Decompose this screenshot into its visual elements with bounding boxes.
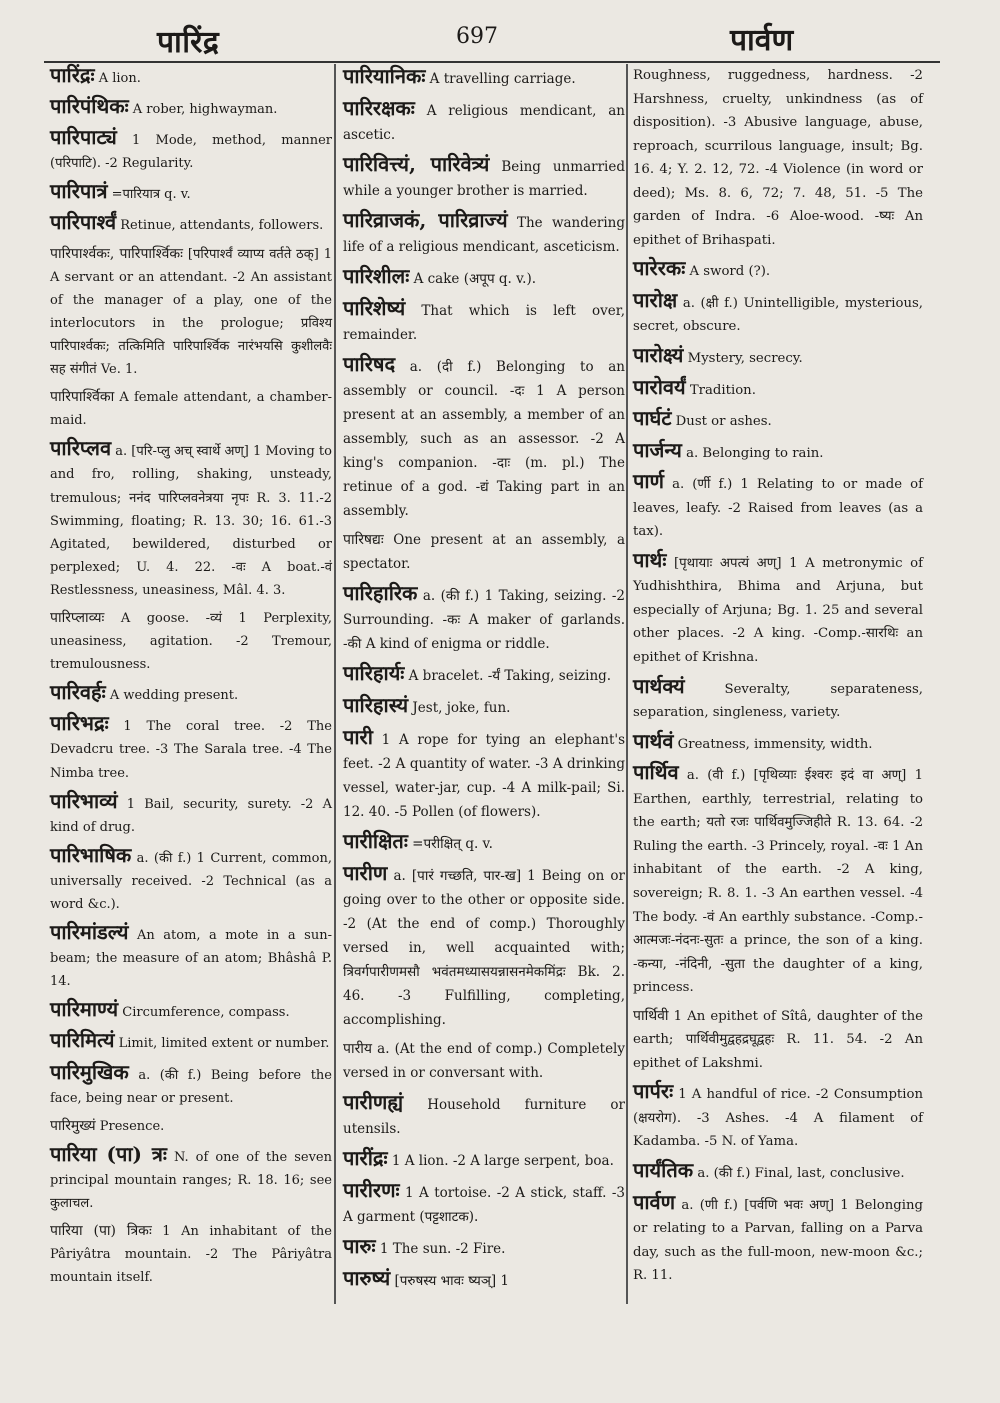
definition: N. of one of the seven principal mountain ranges; R. 18. 16; see कुलाचल. xyxy=(50,1149,332,1212)
headword: पार्थक्यं xyxy=(633,673,685,698)
definition: A wedding present. xyxy=(109,688,239,704)
headword: पारिपार्श्वकः, पारिपार्श्विकः xyxy=(50,245,183,262)
dictionary-entry xyxy=(50,921,332,993)
definition: a. (की f.) 1 Taking, seizing. -2 Surrounding. -कः A maker of garlands. -की A kind of enigma or riddle. xyxy=(343,588,625,652)
dictionary-entry xyxy=(633,376,923,403)
definition: 1 The coral tree. -2 The Devadcru tree. -3 The Sarala tree. -4 The Nimba tree. xyxy=(50,719,332,781)
definition: Severalty, separateness, separation, singleness, variety. xyxy=(633,681,923,721)
headword: पारोक्ष्यं xyxy=(633,343,684,368)
guide-word-right: पार्वण xyxy=(730,23,794,58)
header-rule xyxy=(44,61,940,63)
definition: 1 A handful of rice. -2 Consumption (क्षयरोग). -3 Ashes. -4 A filament of Kadamba. -5 N. of Yama. xyxy=(633,1087,924,1150)
definition: Tradition. xyxy=(689,382,756,398)
definition: a. (वी f.) [पृथिव्याः ईश्वरः इदं वा अण्] 1 Earthen, earthly, terrestrial, relating to the earth; यतो रजः पार्थिवमुज्जिहीते R. 13. 64. -2 Ruling the earth. -3 Princely, royal. -वः 1 An inhabitant of the earth. -2 A king, sovereign; R. 8. 1. -3 An earthen vessel. -4 The body. -वं An earthly substance. -Comp.-आत्मजः-नंदनः-सुतः a prince, the son of a king. -कन्या, -नंदिनी, -सुता the daughter of a king, princess. xyxy=(633,768,924,996)
dictionary-entry xyxy=(50,95,332,121)
definition: [परिपार्श्वं व्याप्य वर्तते ठक्] 1 A servant or an attendant. -2 An assistant of the manager of a play, one of the interlocutors in the prologue; प्रविश्य पारिपार्श्वकः; तत्किमिति पारिपार्श्विक नारंभयसि कुशीलवैः सह संगीतं Ve. 1. xyxy=(50,246,332,378)
dictionary-entry xyxy=(633,407,923,434)
dictionary-entry xyxy=(50,1143,332,1215)
headword: पारिभद्रः xyxy=(50,711,109,736)
dictionary-entry xyxy=(633,439,923,466)
dictionary-entry xyxy=(343,1178,625,1229)
headword: पारिमित्यं xyxy=(50,1028,115,1053)
dictionary-entry xyxy=(633,761,923,999)
headword: पारिभाव्यं xyxy=(50,788,118,813)
headword: पारिपार्श्वं xyxy=(50,210,117,235)
definition: 1 An epithet of Sîtâ, daughter of the earth; पार्थिवीमुद्वहद्रघूद्वहः R. 11. 54. -2 An epithet of Lakshmi. xyxy=(633,1008,923,1071)
dictionary-entry xyxy=(633,1005,923,1076)
definition: a. [परि-प्लु अच् स्वार्थे अण्] 1 Moving to and fro, rolling, shaking, unsteady, tremulous; ननंद पारिप्लवनेत्रया नृपः R. 3. 11.-2 Swimming, floating; R. 13. 30; 16. 61.-3 Agitated, bewildered, disturbed or perplexed; U. 4. 22. -वः A boat.-वं Restlessness, uneasiness, Mâl. 4. 3. xyxy=(50,444,332,598)
dictionary-entry xyxy=(343,829,625,856)
definition: a. (की f.) 1 Current, common, universally received. -2 Technical (as a word &c.). xyxy=(50,850,332,912)
guide-word-left: पारिंद्र xyxy=(157,25,220,60)
dictionary-entry xyxy=(50,790,332,839)
dictionary-entry xyxy=(633,1191,923,1288)
dictionary-entry xyxy=(343,528,625,576)
dictionary-entry xyxy=(50,386,332,432)
dictionary-entry xyxy=(343,725,625,824)
dictionary-entry xyxy=(50,607,332,676)
dictionary-entry xyxy=(633,730,923,757)
definition: 1 The sun. -2 Fire. xyxy=(379,1241,506,1257)
headword: पारिपार्श्विका xyxy=(50,389,115,406)
definition: a. (की f.) Final, last, conclusive. xyxy=(697,1165,905,1181)
dictionary-entry xyxy=(50,1029,332,1055)
headword: पारिया (पा) त्रः xyxy=(50,1141,167,1166)
headword: पार्वण xyxy=(633,1189,676,1214)
column-1 xyxy=(50,64,332,1294)
headword: पार्थिव xyxy=(633,760,679,785)
definition: a. (क्षी f.) Unintelligible, mysterious, secret, obscure. xyxy=(633,295,923,335)
headword: पारुष्यं xyxy=(343,1266,391,1290)
headword: पारिप्लव xyxy=(50,436,112,461)
dictionary-entry xyxy=(343,1234,625,1261)
headword: पार्घटं xyxy=(633,406,672,431)
dictionary-entry xyxy=(343,96,625,147)
headword: पारिशीलः xyxy=(343,264,410,288)
dictionary-entry xyxy=(343,64,625,91)
headword: पारिमुख्यं xyxy=(50,1117,96,1134)
definition: a. (At the end of comp.) Completely versed in or conversant with. xyxy=(343,1041,626,1081)
dictionary-entry xyxy=(50,64,332,90)
dictionary-entry xyxy=(343,1146,625,1173)
definition: a. (की f.) Being before the face, being near or present. xyxy=(50,1067,332,1106)
definition: Dust or ashes. xyxy=(675,414,772,430)
dictionary-entry xyxy=(633,64,923,252)
headword: पारीय xyxy=(343,1041,373,1057)
dictionary-entry xyxy=(50,998,332,1024)
headword: पारिषद xyxy=(343,352,396,376)
dictionary-entry xyxy=(343,1037,625,1085)
dictionary-entry xyxy=(343,296,625,347)
headword: पारिभाषिक xyxy=(50,842,132,867)
headword: पार्जन्य xyxy=(633,437,682,462)
column-divider xyxy=(626,64,628,1304)
definition: Limit, limited extent or number. xyxy=(118,1036,330,1052)
dictionary-entry xyxy=(50,1115,332,1138)
headword: पारिया (पा) त्रिकः xyxy=(50,1223,152,1240)
definition: 1 A lion. -2 A large serpent, boa. xyxy=(391,1153,614,1169)
headword: पारिरक्षकः xyxy=(343,96,415,120)
dictionary-entry xyxy=(343,1266,625,1293)
definition: 1 A tortoise. -2 A stick, staff. -3 A garment (पट्टशाटक). xyxy=(343,1185,625,1225)
headword: पारीणह्यं xyxy=(343,1090,404,1114)
headword: पारिपंथिकः xyxy=(50,94,129,119)
dictionary-entry xyxy=(343,693,625,720)
headword: पारेरकः xyxy=(633,256,686,281)
headword: पारीण xyxy=(343,861,388,885)
headword: पार्थः xyxy=(633,547,667,572)
definition: That which is left over, remainder. xyxy=(343,303,626,343)
definition: An atom, a mote in a sun-beam; the measure of an atom; Bhâshâ P. 14. xyxy=(50,928,332,990)
headword: पार्यंतिक xyxy=(633,1157,694,1182)
dictionary-entry xyxy=(633,470,923,544)
definition: =परीक्षित् q. v. xyxy=(412,836,493,852)
dictionary-entry xyxy=(633,257,923,284)
headword: पारिहार्यः xyxy=(343,661,405,685)
definition: A goose. -व्यं 1 Perplexity, uneasiness, agitation. -2 Tremour, tremulousness. xyxy=(50,610,332,673)
definition: Presence. xyxy=(99,1118,165,1134)
definition: a. Belonging to rain. xyxy=(686,445,824,461)
dictionary-entry xyxy=(633,549,923,670)
headword: पारिंद्रः xyxy=(50,63,95,87)
dictionary-entry xyxy=(343,208,625,259)
definition: [परुषस्य भावः ष्यञ्] 1 xyxy=(394,1273,509,1289)
dictionary-entry xyxy=(343,264,625,291)
definition: Mystery, secrecy. xyxy=(687,351,803,367)
headword: पारिमुखिक xyxy=(50,1059,129,1084)
headword: पारिशेष्यं xyxy=(343,296,406,320)
definition: One present at an assembly, a spectator. xyxy=(343,532,626,572)
headword: पारोवर्यं xyxy=(633,374,686,399)
headword: पारुः xyxy=(343,1234,376,1258)
definition: A travelling carriage. xyxy=(429,71,576,87)
definition: a. [पारं गच्छति, पार-ख] 1 Being on or going over to the other or opposite side. -2 (At the end of comp.) Thoroughly versed in, well acquainted with; त्रिवर्गपारीणमसौ भवंतमध्यासयन्नासनमेकमिंद्रः Bk. 2. 46. -3 Fulfilling, completing, accomplishing. xyxy=(343,868,625,1028)
dictionary-entry xyxy=(633,1080,923,1154)
dictionary-entry xyxy=(50,180,332,206)
dictionary-entry xyxy=(50,681,332,707)
headword: पारिव्राजकं, पारिव्राज्यं xyxy=(343,208,508,232)
definition: Roughness, ruggedness, hardness. -2 Harshness, cruelty, unkindness (as of disposition). -3 Abusive language, abuse, reproach, scurrilous language, insult; Bg. 16. 4; Y. 2. 12, 72. -4 Violence (in word or deed); Ms. 8. 6, 72; 7. 48, 51. -5 The garden of Indra. -6 Aloe-wood. -ष्यः An epithet of Brihaspati. xyxy=(633,68,923,248)
dictionary-entry xyxy=(50,1220,332,1289)
definition: Household furniture or utensils. xyxy=(343,1097,625,1137)
headword: पारियानिकः xyxy=(343,64,426,88)
headword: पारिहास्यं xyxy=(343,693,409,717)
definition: a. (र्णी f.) 1 Relating to or made of leaves, leafy. -2 Raised from leaves (as a tax). xyxy=(633,477,923,540)
definition: a. (दी f.) Belonging to an assembly or council. -दः 1 A person present at an assembly, a member of an assembly, such as an assessor. -2 A king's companion. -दाः (m. pl.) The retinue of a god. -द्यं Taking part in an assembly. xyxy=(343,359,625,519)
definition: A female attendant, a chamber-maid. xyxy=(50,390,332,429)
definition: Greatness, immensity, width. xyxy=(677,736,873,752)
dictionary-entry xyxy=(50,437,332,602)
headword: पारिपाट्यं xyxy=(50,125,117,150)
headword: पार्ण xyxy=(633,469,664,494)
column-3 xyxy=(633,64,923,1293)
dictionary-entry xyxy=(633,289,923,339)
dictionary-entry xyxy=(50,712,332,784)
definition: A religious mendicant, an ascetic. xyxy=(343,103,625,143)
definition: The wandering life of a religious mendicant, asceticism. xyxy=(343,215,625,255)
definition: Retinue, attendants, followers. xyxy=(120,218,324,234)
headword: पारिवर्हः xyxy=(50,680,106,705)
headword: पारोक्ष xyxy=(633,287,678,312)
definition: A rober, highwayman. xyxy=(132,102,278,118)
headword: पारिषद्यः xyxy=(343,532,384,548)
page-number: 697 xyxy=(456,24,498,49)
definition: Jest, joke, fun. xyxy=(412,700,511,716)
headword: पार्थवं xyxy=(633,728,674,753)
definition: A sword (?). xyxy=(689,264,771,280)
dictionary-entry xyxy=(50,844,332,916)
headword: पारीक्षितः xyxy=(343,829,408,853)
dictionary-entry xyxy=(50,126,332,175)
dictionary-entry xyxy=(50,211,332,237)
definition: 1 Bail, security, surety. -2 A kind of drug. xyxy=(50,796,332,835)
dictionary-entry xyxy=(343,152,625,203)
dictionary-entry xyxy=(50,1061,332,1110)
headword: पारिपात्रं xyxy=(50,179,108,204)
definition: Being unmarried while a younger brother is married. xyxy=(343,159,626,199)
headword: पारी xyxy=(343,725,373,749)
headword: पार्थिवी xyxy=(633,1007,669,1024)
headword: पारिहारिक xyxy=(343,581,418,605)
column-2 xyxy=(343,64,625,1298)
definition: A lion. xyxy=(98,71,141,86)
headword: पारिवित्त्यं, पारिवेत्र्यं xyxy=(343,152,490,176)
dictionary-entry xyxy=(633,675,923,725)
dictionary-entry xyxy=(343,861,625,1032)
dictionary-entry xyxy=(633,1159,923,1186)
dictionary-entry xyxy=(343,1090,625,1141)
definition: A cake (अपूप q. v.). xyxy=(413,271,536,287)
headword: पार्परः xyxy=(633,1079,674,1104)
headword: पारिप्लाव्यः xyxy=(50,609,105,626)
headword: पारिमांडल्यं xyxy=(50,920,129,945)
dictionary-entry xyxy=(50,243,332,382)
headword: पारिमाण्यं xyxy=(50,997,119,1022)
definition: a. (णी f.) [पर्वणि भवः अण्] 1 Belonging or relating to a Parvan, falling on a Parva day, such as the full-moon, new-moon &c.; R. 11. xyxy=(633,1197,923,1284)
definition: Circumference, compass. xyxy=(122,1005,290,1021)
headword: पारीरणः xyxy=(343,1178,400,1202)
dictionary-entry xyxy=(343,661,625,688)
dictionary-entry xyxy=(633,344,923,371)
definition: =पारियात्र q. v. xyxy=(111,187,191,203)
dictionary-entry xyxy=(343,581,625,656)
dictionary-entry xyxy=(343,352,625,523)
definition: 1 An inhabitant of the Pâriyâtra mountain. -2 The Pâriyâtra mountain itself. xyxy=(50,1224,332,1286)
definition: [पृथायाः अपत्यं अण्] 1 A metronymic of Yudhishthira, Bhima and Arjuna, but especially of Arjuna; Bg. 1. 25 and several other places. -2 A king. -Comp.-सारथिः an epithet of Krishna. xyxy=(633,555,923,666)
column-divider xyxy=(334,64,336,1304)
definition: A bracelet. -र्यं Taking, seizing. xyxy=(408,668,612,684)
definition: 1 Mode, method, manner (परिपाटि). -2 Regularity. xyxy=(50,133,332,172)
definition: 1 A rope for tying an elephant's feet. -2 A quantity of water. -3 A drinking vessel, water-jar, cup. -4 A milk-pail; Si. 12. 40. -5 Pollen (of flowers). xyxy=(343,732,626,820)
headword: पारींद्रः xyxy=(343,1146,388,1170)
